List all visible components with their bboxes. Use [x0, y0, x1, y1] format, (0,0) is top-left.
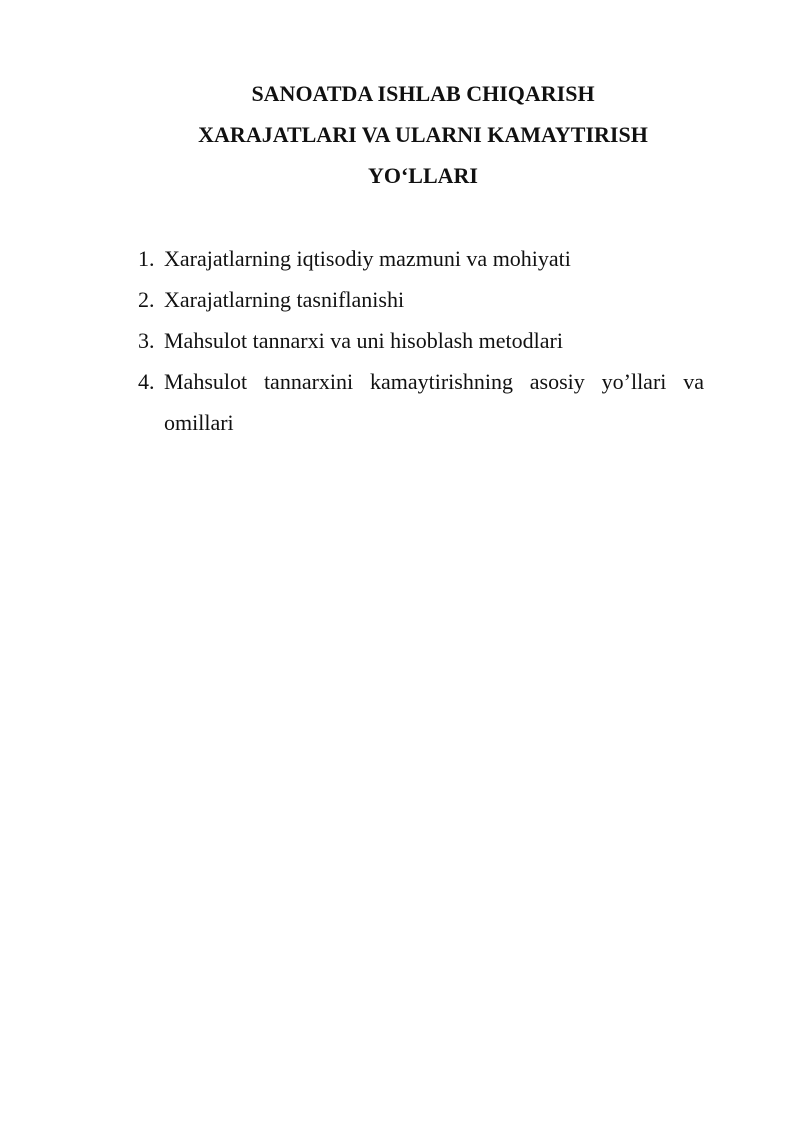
- list-item: [138, 361, 704, 443]
- item-text: Mahsulot tannarxi va uni hisoblash metodlari: [164, 328, 563, 353]
- document-title: [140, 73, 706, 196]
- contents-list: [138, 238, 704, 443]
- list-item: [138, 279, 704, 320]
- title-line-2: XARAJATLARI VA ULARNI KAMAYTIRISH: [198, 122, 648, 147]
- title-line-1: SANOATDA ISHLAB CHIQARISH: [251, 81, 595, 106]
- list-item: [138, 238, 704, 279]
- item-number: 4.: [138, 369, 155, 394]
- item-text: Mahsulot tannarxini kamaytirishning asosiy yo’llari va omillari: [164, 369, 704, 435]
- title-line-3: YO‘LLARI: [367, 163, 478, 188]
- list-item: [138, 320, 704, 361]
- item-text: Xarajatlarning iqtisodiy mazmuni va mohiyati: [164, 246, 571, 271]
- item-number: 2.: [138, 287, 155, 312]
- item-text: Xarajatlarning tasniflanishi: [164, 287, 405, 312]
- item-number: 3.: [138, 328, 155, 353]
- item-number: 1.: [138, 246, 155, 271]
